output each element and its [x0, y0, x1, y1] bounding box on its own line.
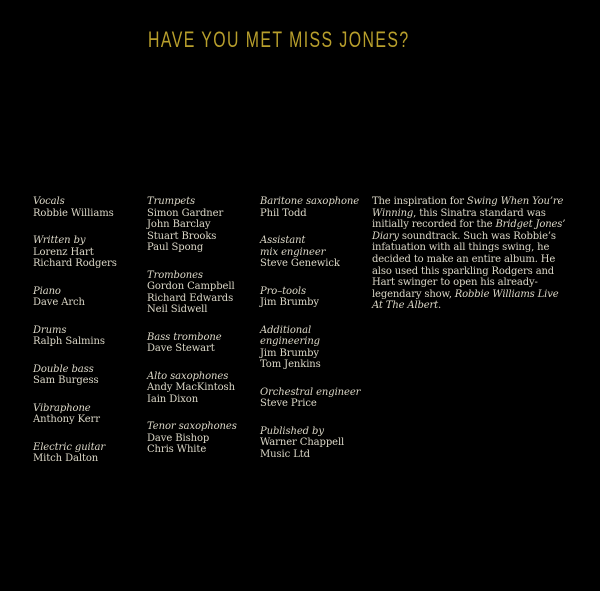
paragraph-segment: , this Sinatra standard was initially recorded for the	[372, 207, 546, 231]
credit-name: Andy MacKintosh	[147, 382, 235, 393]
credit-group	[33, 196, 145, 219]
page-title: HAVE YOU MET MISS JONES?	[148, 27, 410, 52]
credit-group	[33, 403, 145, 426]
credit-role-label: Piano	[33, 285, 61, 297]
credit-role-label: Published by	[260, 425, 324, 437]
credit-group	[260, 426, 370, 461]
credit-role-label: Vibraphone	[33, 402, 91, 414]
credit-name: Lorenz Hart	[33, 246, 94, 258]
credit-group	[260, 325, 370, 371]
credit-name: Dave Arch	[33, 297, 85, 308]
credit-name: Dave Stewart	[147, 343, 215, 354]
credit-name: Simon Gardner	[147, 207, 224, 219]
credits-column-1	[33, 196, 145, 481]
credit-role-label: Additional	[260, 324, 312, 336]
paragraph-segment: .	[438, 300, 442, 312]
credit-group	[147, 371, 257, 406]
credit-name: John Barclay	[147, 219, 211, 230]
credit-name: Paul Spong	[147, 242, 204, 253]
credit-role-label: Vocals	[33, 196, 65, 207]
credit-group	[260, 286, 370, 309]
credit-group	[147, 332, 257, 355]
credit-name: Dave Bishop	[147, 432, 210, 444]
credit-name: Robbie Williams	[33, 207, 114, 219]
credit-role-label: Pro–tools	[260, 285, 307, 297]
credit-name: Warner Chappell	[260, 437, 345, 448]
credit-role-label: Alto saxophones	[147, 370, 229, 382]
credit-role-label: Tenor saxophones	[147, 421, 237, 432]
credit-name: Steve Price	[260, 398, 317, 409]
credit-role-label: Orchestral engineer	[260, 386, 361, 398]
credit-name: Tom Jenkins	[260, 359, 321, 370]
credit-name: Jim Brumby	[260, 347, 319, 359]
credit-group	[147, 196, 257, 254]
credit-name: Steve Genewick	[260, 258, 340, 269]
credit-group	[33, 286, 145, 309]
credit-name: Stuart Brooks	[147, 230, 217, 242]
credit-role-label: Bass trombone	[147, 331, 222, 343]
credit-role-label: mix engineer	[260, 246, 326, 258]
credit-name: Phil Todd	[260, 207, 307, 219]
credit-group	[260, 387, 370, 410]
credit-role-label: Double bass	[33, 363, 94, 375]
credit-role-label: Trombones	[147, 269, 203, 281]
credit-name: Anthony Kerr	[33, 414, 100, 425]
paragraph-segment: Swing When You’re Winning	[372, 196, 564, 219]
credit-role-label: engineering	[260, 336, 320, 347]
credit-name: Chris White	[147, 444, 207, 455]
credits-column-3	[260, 196, 370, 476]
paragraph-segment: Robbie Williams Live At The Albert	[372, 288, 559, 312]
credit-role-label: Baritone saxophone	[260, 196, 360, 207]
credits-column-2	[147, 196, 257, 472]
credit-name: Jim Brumby	[260, 297, 319, 308]
credit-name: Richard Rodgers	[33, 258, 117, 269]
credit-group	[147, 421, 257, 456]
credit-name: Gordon Campbell	[147, 281, 235, 292]
credit-group	[33, 364, 145, 387]
credit-name: Mitch Dalton	[33, 453, 99, 464]
credit-group	[260, 235, 370, 270]
credit-group	[33, 325, 145, 348]
credit-role-label: Written by	[33, 235, 86, 246]
credit-name: Sam Burgess	[33, 375, 99, 386]
paragraph-segment: soundtrack. Such was Robbie’s infatuation with all things swing, he decided to make an entire album. He also used this sparkling Rodgers and Hart swinger to open his already-legendary show,	[372, 230, 556, 300]
credit-role-label: Trumpets	[147, 196, 196, 207]
credit-name: Iain Dixon	[147, 393, 199, 405]
credit-name: Music Ltd	[260, 448, 310, 460]
credit-role-label: Electric guitar	[33, 441, 106, 453]
liner-notes-paragraph	[372, 196, 568, 312]
credit-group	[33, 442, 145, 465]
credit-role-label: Assistant	[260, 235, 306, 246]
credit-role-label: Drums	[33, 324, 67, 336]
paragraph-segment: The inspiration for	[372, 196, 467, 207]
credit-name: Richard Edwards	[147, 292, 234, 304]
credit-name: Ralph Salmins	[33, 336, 105, 347]
paragraph-segment: Bridget Jones’ Diary	[372, 219, 566, 242]
credit-name: Neil Sidwell	[147, 304, 208, 315]
credit-group	[147, 270, 257, 316]
credit-group	[260, 196, 370, 219]
credit-group	[33, 235, 145, 270]
